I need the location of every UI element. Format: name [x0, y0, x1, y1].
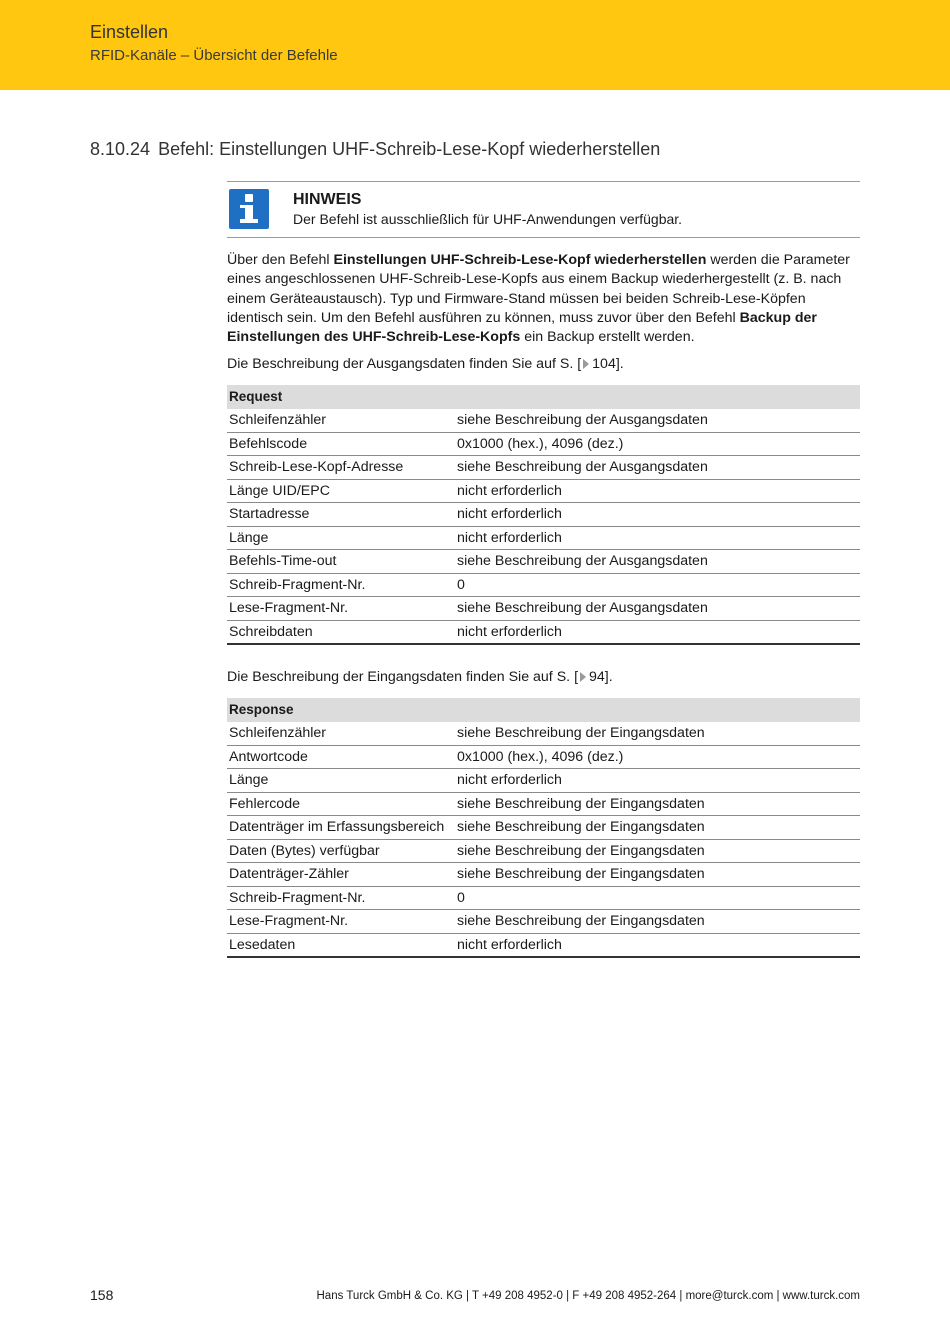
table-row — [227, 620, 860, 644]
output-ref-text: Die Beschreibung der Ausgangsdaten finden Sie auf S. — [227, 356, 574, 372]
parameter-name: Daten (Bytes) verfügbar — [227, 839, 455, 863]
parameter-name: Fehlercode — [227, 792, 455, 816]
parameter-name: Länge — [227, 769, 455, 793]
parameter-name: Lese-Fragment-Nr. — [227, 910, 455, 934]
parameter-name: Lese-Fragment-Nr. — [227, 597, 455, 621]
output-ref-bracket: [ — [577, 356, 582, 372]
input-ref-text: Die Beschreibung der Eingangsdaten finden Sie auf S. — [227, 669, 571, 685]
parameter-name: Schreib-Fragment-Nr. — [227, 886, 455, 910]
parameter-value: 0x1000 (hex.), 4096 (dez.) — [455, 432, 860, 456]
parameter-value: siehe Beschreibung der Ausgangsdaten — [455, 550, 860, 574]
header-subtitle: RFID-Kanäle – Übersicht der Befehle — [90, 47, 338, 64]
parameter-value: 0 — [455, 886, 860, 910]
parameter-name: Datenträger-Zähler — [227, 863, 455, 887]
output-ref-bracket-close: ]. — [615, 356, 624, 372]
table-row — [227, 839, 860, 863]
input-ref-bracket-close: ]. — [604, 669, 613, 685]
parameter-name: Schreibdaten — [227, 620, 455, 644]
page-link-arrow-icon[interactable] — [580, 672, 586, 682]
parameter-name: Startadresse — [227, 503, 455, 527]
table-row — [227, 503, 860, 527]
parameter-value: siehe Beschreibung der Eingangsdaten — [455, 839, 860, 863]
parameter-value: nicht erforderlich — [455, 933, 860, 957]
table-row — [227, 933, 860, 957]
request-table-header: Request — [227, 385, 860, 409]
header-title: Einstellen — [90, 22, 169, 42]
parameter-name: Länge — [227, 526, 455, 550]
intro-paragraph — [227, 251, 860, 347]
parameter-value: nicht erforderlich — [455, 620, 860, 644]
intro-command-name: Einstellungen UHF-Schreib-Lese-Kopf wiederherstellen — [333, 252, 707, 268]
intro-text-2: werden die Parameter eines angeschlossenen UHF-Schreib-Lese-Kopfs aus einem Backup wiederhergestellt (z. B. nach einem Geräteaustausch). Typ und Firmware-Stand müssen bei beiden Schreib-Lese-Köpfen identisch sein. Um den Befehl ausführen zu können, muss zuvor über den Befehl — [227, 252, 850, 326]
parameter-name: Schreib-Lese-Kopf-Adresse — [227, 456, 455, 480]
table-row — [227, 863, 860, 887]
response-table-header: Response — [227, 698, 860, 722]
table-row — [227, 409, 860, 432]
parameter-value: siehe Beschreibung der Ausgangsdaten — [455, 456, 860, 480]
parameter-value: siehe Beschreibung der Eingangsdaten — [455, 863, 860, 887]
output-data-reference — [227, 356, 624, 372]
parameter-name: Schreib-Fragment-Nr. — [227, 573, 455, 597]
footer-company-info: Hans Turck GmbH & Co. KG | T +49 208 4952-0 | F +49 208 4952-264 | more@turck.com | www.turck.com — [316, 1290, 860, 1302]
table-row — [227, 479, 860, 503]
parameter-value: nicht erforderlich — [455, 479, 860, 503]
parameter-value: siehe Beschreibung der Ausgangsdaten — [455, 597, 860, 621]
input-ref-page-link[interactable]: 94 — [589, 669, 605, 685]
table-row — [227, 432, 860, 456]
intro-backup-command-name: Backup der Einstellungen des UHF-Schreib-Lese-Kopfs — [227, 309, 817, 346]
table-row — [227, 722, 860, 745]
info-icon — [229, 189, 269, 229]
table-row — [227, 745, 860, 769]
parameter-value: siehe Beschreibung der Eingangsdaten — [455, 792, 860, 816]
table-row — [227, 792, 860, 816]
intro-text-1: Über den Befehl — [227, 252, 334, 268]
input-ref-bracket: [ — [574, 669, 579, 685]
parameter-name: Länge UID/EPC — [227, 479, 455, 503]
table-row — [227, 816, 860, 840]
table-row — [227, 910, 860, 934]
parameter-value: nicht erforderlich — [455, 526, 860, 550]
parameter-name: Befehlscode — [227, 432, 455, 456]
header-band — [0, 0, 950, 90]
notice-box — [227, 181, 860, 238]
parameter-value: 0 — [455, 573, 860, 597]
parameter-name: Befehls-Time-out — [227, 550, 455, 574]
table-row — [227, 526, 860, 550]
parameter-value: nicht erforderlich — [455, 503, 860, 527]
parameter-value: 0x1000 (hex.), 4096 (dez.) — [455, 745, 860, 769]
response-table — [227, 698, 860, 958]
parameter-value: nicht erforderlich — [455, 769, 860, 793]
table-row — [227, 886, 860, 910]
parameter-name: Schleifenzähler — [227, 722, 455, 745]
page-link-arrow-icon[interactable] — [583, 359, 589, 369]
intro-text-3: ein Backup erstellt werden. — [520, 329, 695, 346]
parameter-value: siehe Beschreibung der Ausgangsdaten — [455, 409, 860, 432]
notice-title: HINWEIS — [293, 191, 362, 208]
input-data-reference — [227, 669, 613, 685]
parameter-name: Schleifenzähler — [227, 409, 455, 432]
request-table — [227, 385, 860, 645]
parameter-name: Datenträger im Erfassungsbereich — [227, 816, 455, 840]
table-row — [227, 456, 860, 480]
section-heading — [90, 139, 660, 160]
section-number: 8.10.24 — [90, 139, 151, 159]
notice-text: Der Befehl ist ausschließlich für UHF-Anwendungen verfügbar. — [293, 211, 683, 227]
table-row — [227, 550, 860, 574]
parameter-value: siehe Beschreibung der Eingangsdaten — [455, 722, 860, 745]
table-row — [227, 573, 860, 597]
section-title: Befehl: Einstellungen UHF-Schreib-Lese-Kopf wiederherstellen — [158, 139, 661, 159]
page-number: 158 — [90, 1287, 114, 1303]
parameter-name: Antwortcode — [227, 745, 455, 769]
parameter-value: siehe Beschreibung der Eingangsdaten — [455, 910, 860, 934]
parameter-value: siehe Beschreibung der Eingangsdaten — [455, 816, 860, 840]
table-row — [227, 597, 860, 621]
parameter-name: Lesedaten — [227, 933, 455, 957]
table-row — [227, 769, 860, 793]
output-ref-page-link[interactable]: 104 — [592, 356, 616, 372]
